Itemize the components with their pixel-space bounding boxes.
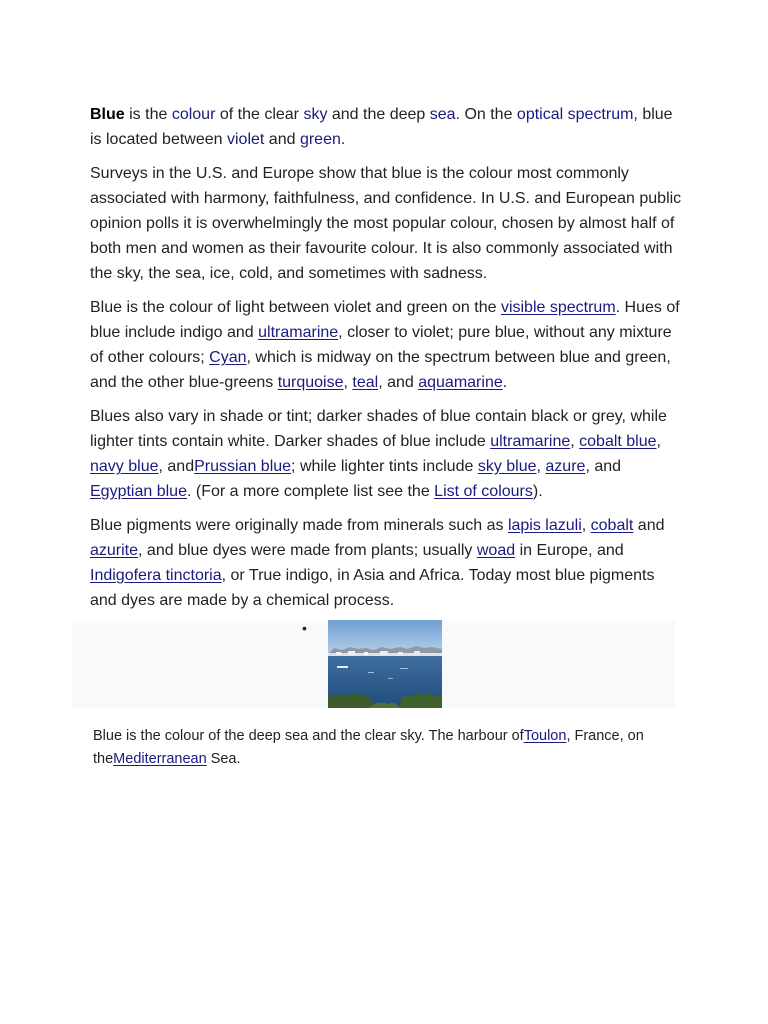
paragraph-shades: [90, 404, 682, 504]
link-sky-blue[interactable]: sky blue: [477, 458, 537, 475]
link-mediterranean[interactable]: Mediterranean: [113, 751, 207, 767]
text-run: , closer to violet; pure blue, without any mixture of other colours;: [90, 324, 672, 366]
text-run: , blue is located between: [90, 106, 673, 148]
text-run: . Hues of blue include indigo and: [90, 299, 680, 341]
text-run: in Europe, and: [515, 542, 624, 559]
caption-text-middle: , France, on the: [93, 728, 644, 767]
text-run: , and: [585, 458, 622, 475]
link-ultramarine[interactable]: ultramarine: [258, 324, 339, 341]
text-run: Blue pigments were originally made from minerals such as: [90, 517, 508, 534]
link-navy-blue[interactable]: navy blue: [90, 458, 159, 475]
figure-bullet: •: [302, 620, 307, 636]
link-ultramarine[interactable]: ultramarine: [490, 433, 571, 450]
figure-caption: [93, 725, 678, 771]
text-run: and: [264, 131, 300, 148]
link-indigofera-tinctoria[interactable]: Indigofera tinctoria: [90, 567, 222, 584]
link-lapis-lazuli[interactable]: lapis lazuli: [507, 517, 582, 534]
paragraph-pigments: [90, 513, 682, 613]
paragraph-intro: [90, 102, 682, 152]
link-list-of-colours[interactable]: List of colours: [434, 483, 533, 500]
text-run: , and: [378, 374, 419, 391]
caption-text-before: Blue is the colour of the deep sea and the clear sky. The harbour of: [93, 728, 524, 744]
text-run: . On the: [455, 106, 517, 123]
paragraph-surveys: [90, 161, 682, 286]
link-azurite[interactable]: azurite: [90, 542, 139, 559]
link-cobalt[interactable]: cobalt: [590, 517, 634, 534]
link-visible-spectrum[interactable]: visible spectrum: [500, 299, 616, 316]
text-run: ).: [532, 483, 543, 500]
text-run: Blues also vary in shade or tint; darker shades of blue contain black or grey, while lighter tints contain white. Darker shades of blue include: [90, 408, 667, 450]
text-run: , which is midway on the spectrum between blue and green, and the other blue-greens: [90, 349, 671, 391]
text-run: ,: [536, 458, 546, 475]
link-azure[interactable]: azure: [545, 458, 586, 475]
text-run: Blue is the colour of light between violet and green on the: [90, 299, 501, 316]
text-run: ,: [343, 374, 353, 391]
text-run: . (For a more complete list see the: [186, 483, 435, 500]
text-run: , or True indigo, in Asia and Africa. Today most blue pigments and dyes are made by a chemical process.: [90, 567, 655, 609]
caption-text-after: Sea.: [206, 751, 241, 767]
link-cyan[interactable]: Cyan: [209, 349, 247, 366]
text-run: .: [340, 131, 346, 148]
text-run: and the deep: [327, 106, 430, 123]
text-run: ,: [570, 433, 580, 450]
link-sea[interactable]: sea: [429, 106, 456, 123]
text-run: of the clear: [215, 106, 304, 123]
term-blue: Blue: [90, 106, 125, 123]
text-run: ,: [581, 517, 591, 534]
link-violet[interactable]: violet: [226, 131, 265, 148]
text-run: ,: [656, 433, 661, 450]
text-run: .: [502, 374, 508, 391]
link-prussian-blue[interactable]: Prussian blue: [194, 458, 292, 475]
link-toulon[interactable]: Toulon: [523, 728, 567, 744]
link-turquoise[interactable]: turquoise: [277, 374, 344, 391]
link-optical-spectrum[interactable]: optical spectrum: [516, 106, 634, 123]
link-colour[interactable]: colour: [171, 106, 216, 123]
link-cobalt-blue[interactable]: cobalt blue: [579, 433, 657, 450]
link-sky[interactable]: sky: [303, 106, 328, 123]
link-woad[interactable]: woad: [476, 542, 516, 559]
text-run: and: [633, 517, 665, 534]
link-aquamarine[interactable]: aquamarine: [418, 374, 503, 391]
link-teal[interactable]: teal: [352, 374, 379, 391]
text-run: , and blue dyes were made from plants; usually: [138, 542, 477, 559]
article-body: [90, 102, 682, 622]
text-run: ; while lighter tints include: [291, 458, 478, 475]
text-run: is the: [124, 106, 172, 123]
link-egyptian-blue[interactable]: Egyptian blue: [90, 483, 187, 500]
link-green[interactable]: green: [299, 131, 341, 148]
paragraph-hues: [90, 295, 682, 395]
text-run: , and: [158, 458, 195, 475]
text-run: Surveys in the U.S. and Europe show that blue is the colour most commonly associated with harmony, faithfulness, and confidence. In U.S. and European public opinion polls it is overwhelmingly the most popular colour, chosen by almost half of both men and women as their favourite colour. It is also commonly associated with the sky, the sea, ice, cold, and sometimes with sadness.: [90, 165, 682, 282]
harbour-photo[interactable]: [328, 620, 442, 708]
